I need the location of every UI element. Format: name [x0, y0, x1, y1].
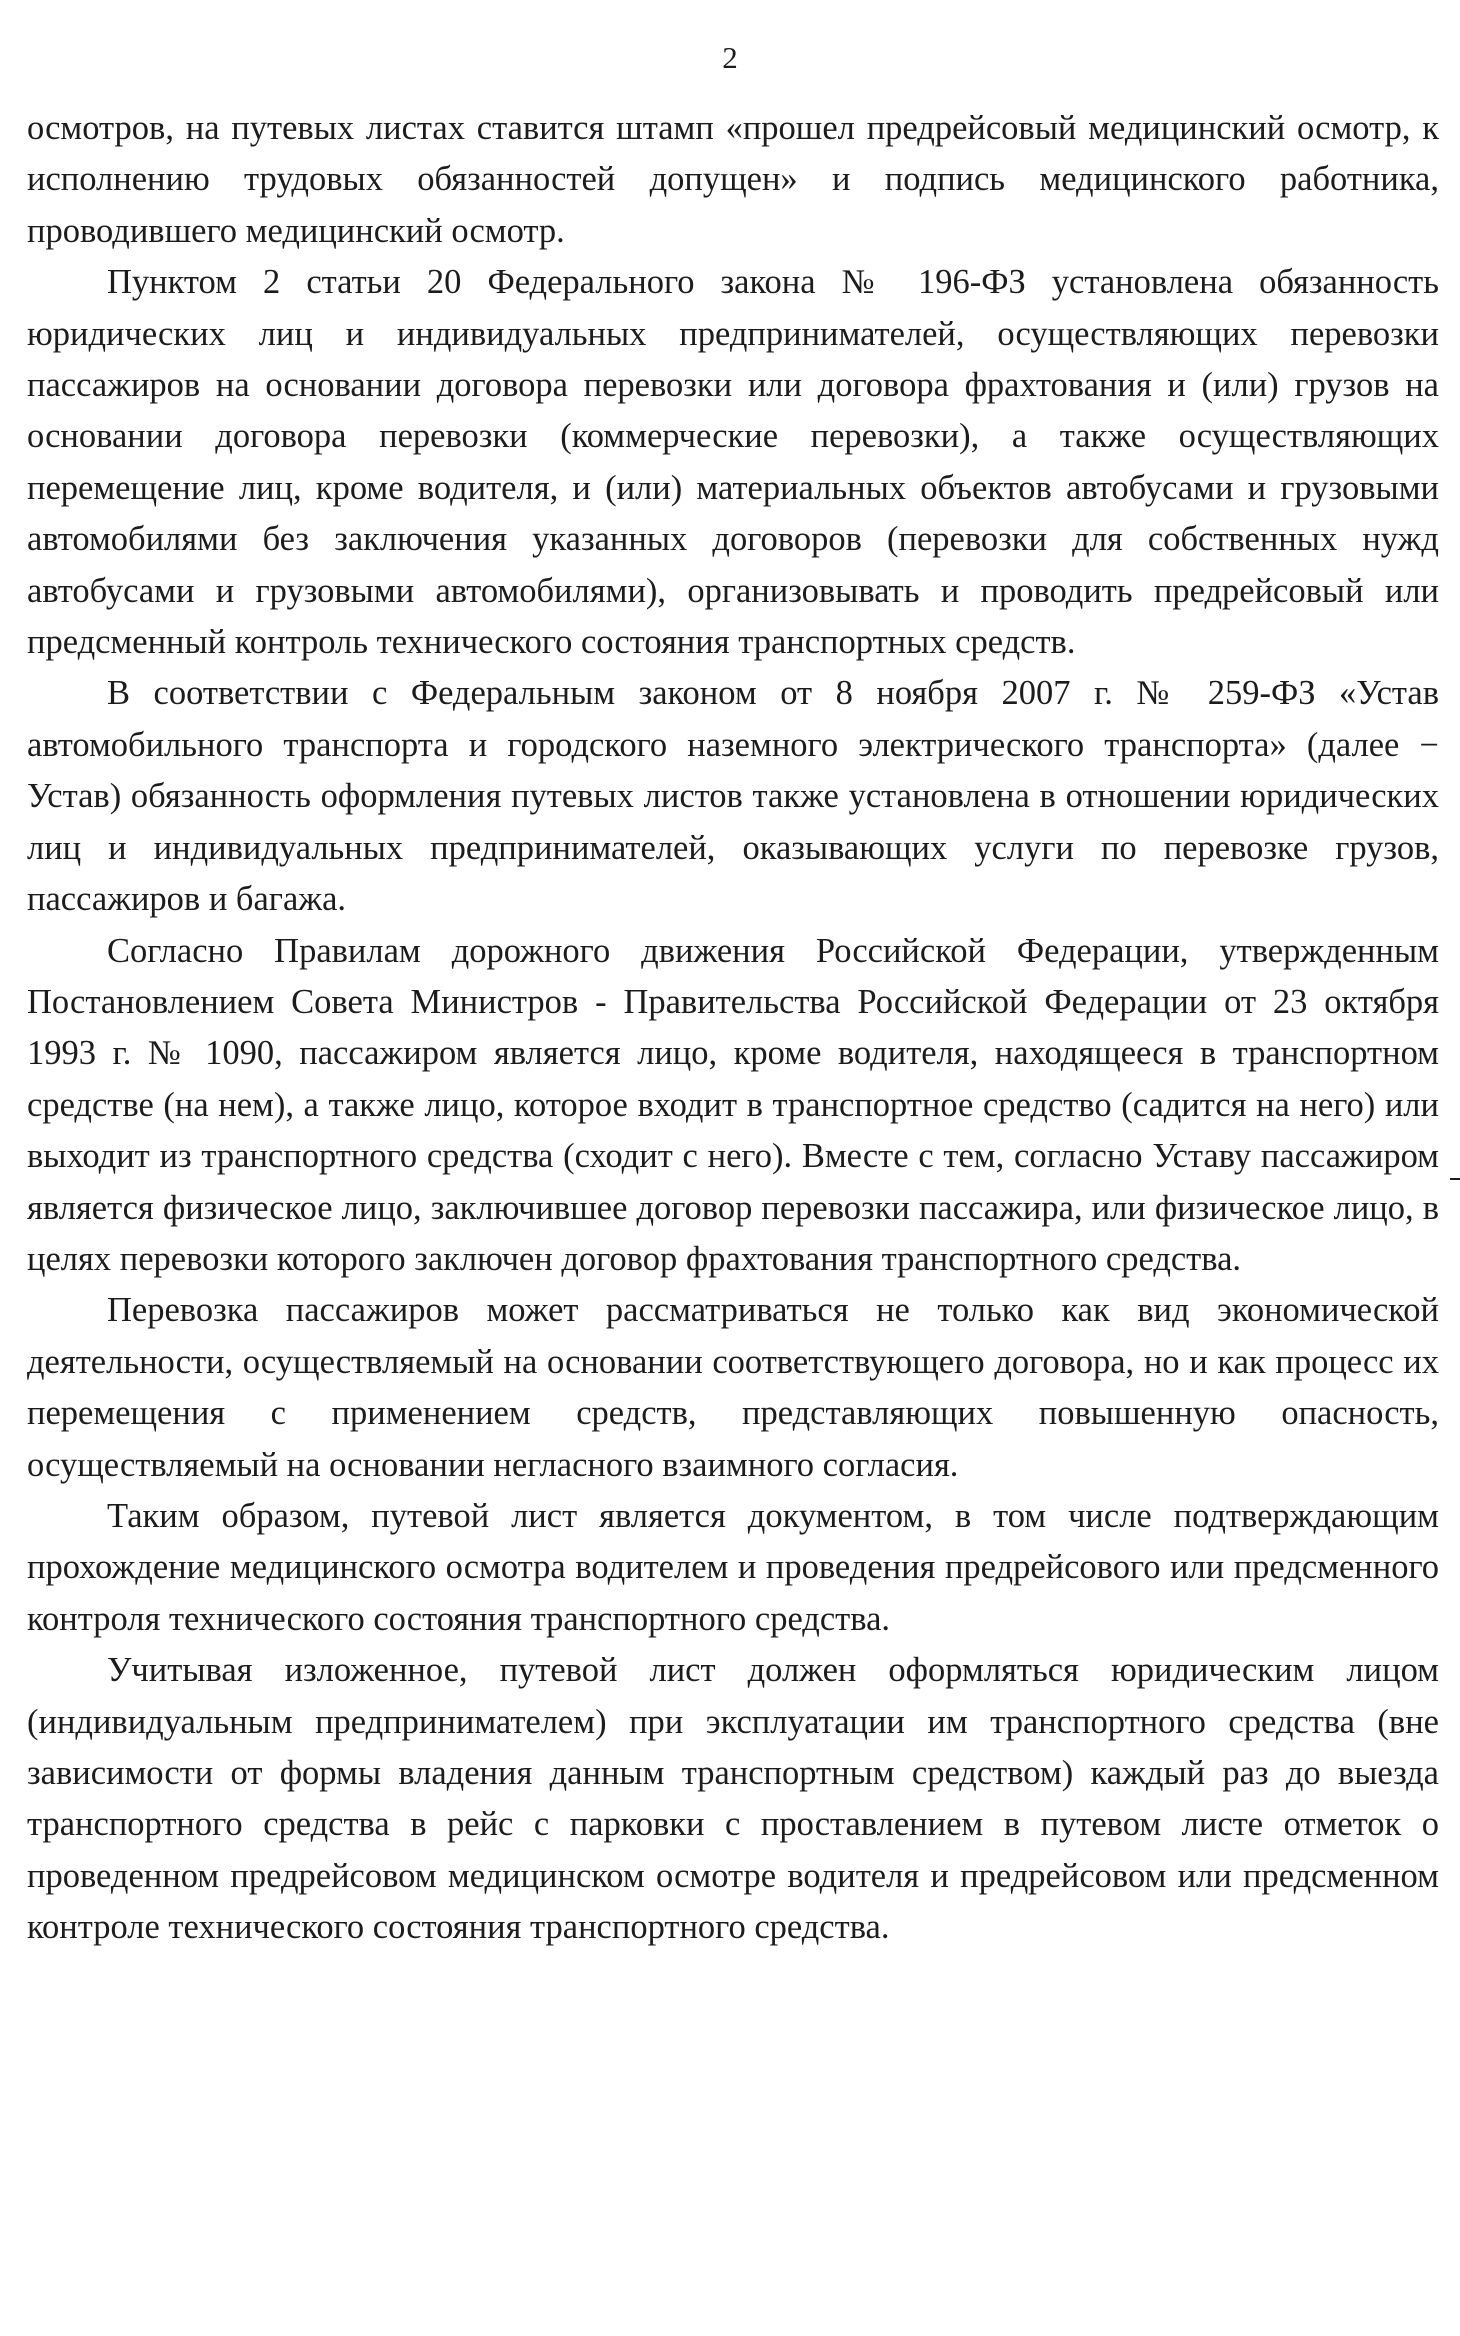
paragraph: Перевозка пассажиров может рассматриваться не только как вид экономической деятельности, осуществляемый на основании соответствующего договора, но и как процесс их перемещения с применением средств, представляющих повышенную опасность, осуществляемый на основании негласного взаимного согласия. — [27, 1291, 1439, 1484]
margin-mark — [1450, 1178, 1460, 1180]
paragraph: Согласно Правилам дорожного движения Российской Федерации, утвержденным Постановлением Совета Министров - Правительства Российской Федерации от 23 октября 1993 г. № 1090, пассажиром является лицо, кроме водителя, находящееся в транспортном средстве (на нем), а также лицо, которое входит в транспортное средство (садится на него) или выходит из транспортного средства (сходит с него). Вместе с тем, согласно Уставу пассажиром является физическое лицо, заключившее договор перевозки пассажира, или физическое лицо, в целях перевозки которого заключен договор фрахтования транспортного средства. — [27, 931, 1439, 1278]
paragraph: В соответствии с Федеральным законом от 8 ноября 2007 г. № 259-ФЗ «Устав автомобильного транспорта и городского наземного электрического транспорта» (далее − Устав) обязанность оформления путевых листов также установлена в отношении юридических лиц и индивидуальных предпринимателей, оказывающих услуги по перевозке грузов, пассажиров и багажа. — [27, 674, 1439, 919]
paragraph: Таким образом, путевой лист является документом, в том числе подтверждающим прохождение медицинского осмотра водителем и проведения предрейсового или предсменного контроля технического состояния транспортного средства. — [27, 1496, 1439, 1638]
document-body — [27, 103, 1439, 1954]
paragraph-continuation: осмотров, на путевых листах ставится штамп «прошел предрейсовый медицинский осмотр, к исполнению трудовых обязанностей допущен» и подпись медицинского работника, проводившего медицинский осмотр. — [27, 109, 1439, 250]
paragraph: Пунктом 2 статьи 20 Федерального закона № 196-ФЗ установлена обязанность юридических лиц и индивидуальных предпринимателей, осуществляющих перевозки пассажиров на основании договора перевозки или договора фрахтования и (или) грузов на основании договора перевозки (коммерческие перевозки), а также осуществляющих перемещение лиц, кроме водителя, и (или) материальных объектов автобусами и грузовыми автомобилями без заключения указанных договоров (перевозки для собственных нужд автобусами и грузовыми автомобилями), организовывать и проводить предрейсовый или предсменный контроль технического состояния транспортных средств. — [27, 263, 1439, 662]
paragraph: Учитывая изложенное, путевой лист должен оформляться юридическим лицом (индивидуальным предпринимателем) при эксплуатации им транспортного средства (вне зависимости от формы владения данным транспортным средством) каждый раз до выезда транспортного средства в рейс с парковки с проставлением в путевом листе отметок о проведенном предрейсовом медицинском осмотре водителя и предрейсовом или предсменном контроле технического состояния транспортного средства. — [27, 1651, 1439, 1947]
page-number: 2 — [722, 40, 738, 75]
